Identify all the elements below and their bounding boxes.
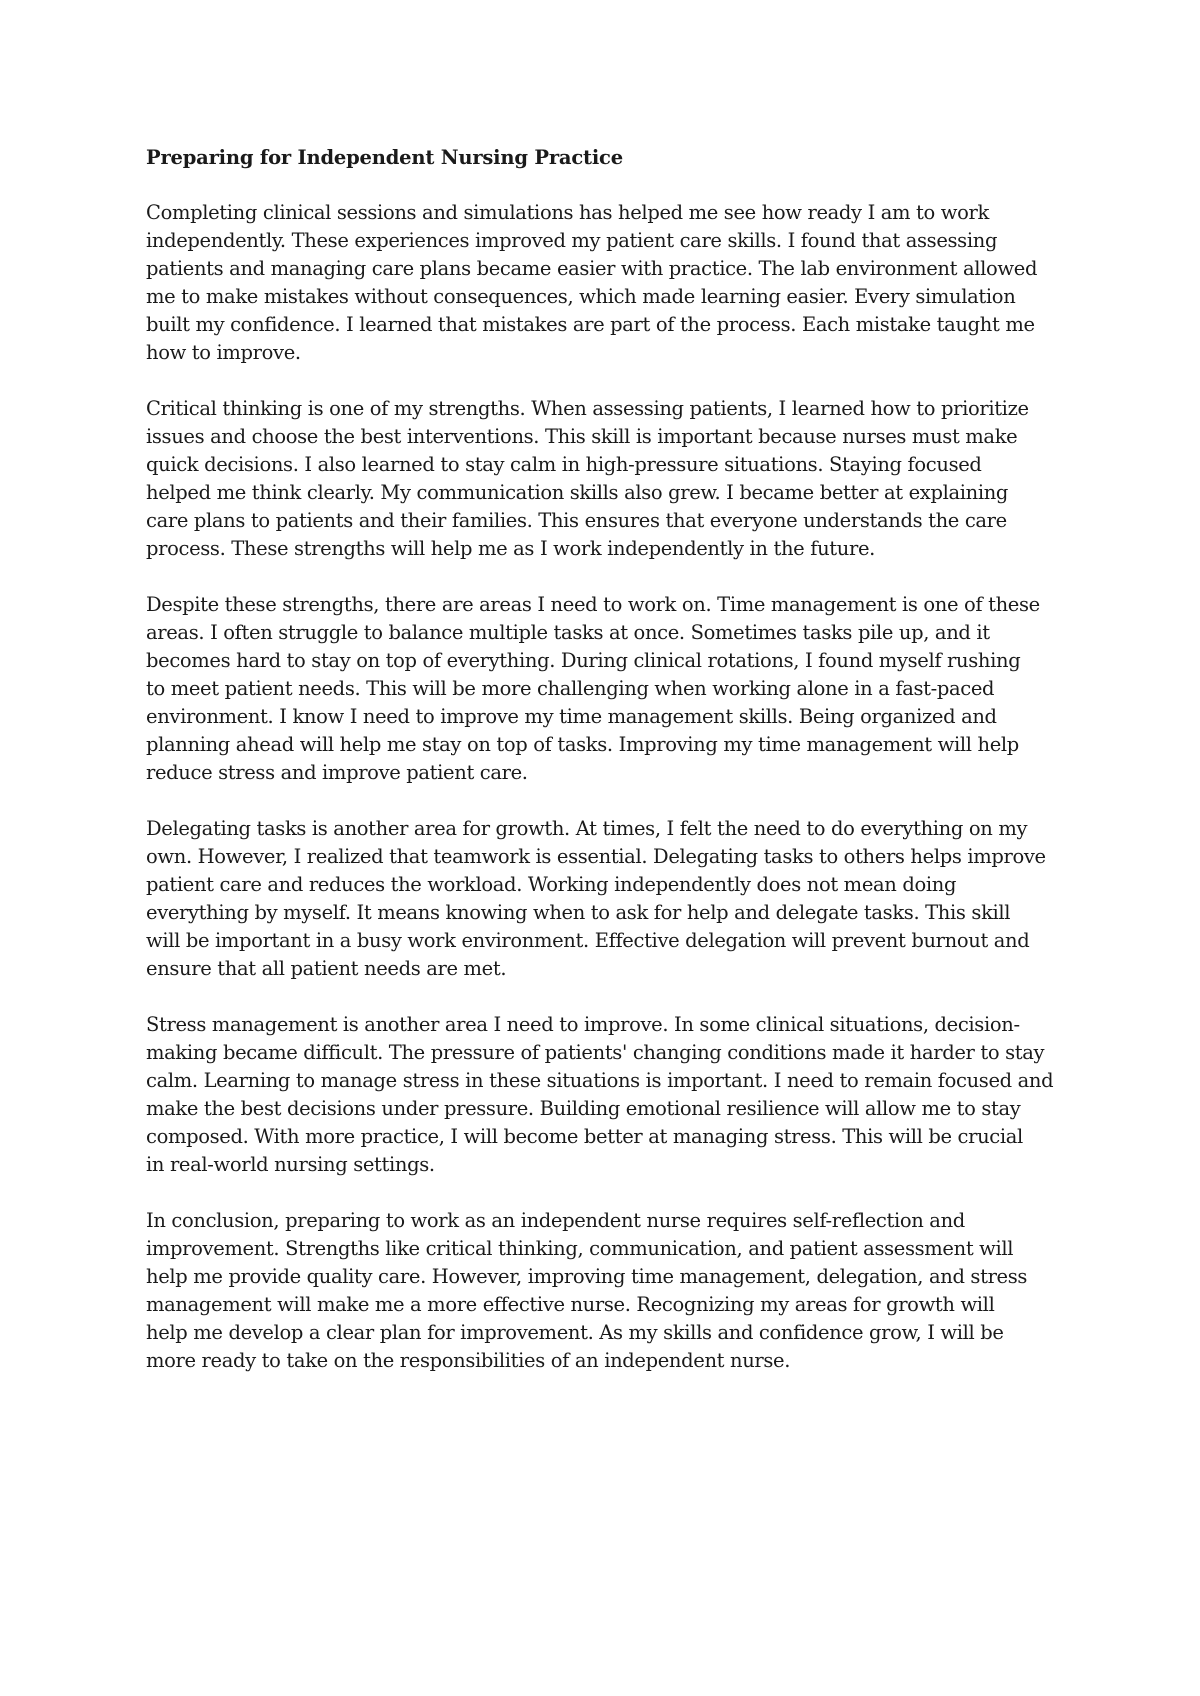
paragraph-line: In conclusion, preparing to work as an independent nurse requires self-reflection and [146,1209,965,1232]
paragraph-line: becomes hard to stay on top of everything. During clinical rotations, I found myself rushing [146,649,1021,672]
paragraph-line: patient care and reduces the workload. Working independently does not mean doing [146,873,957,896]
paragraph-line: reduce stress and improve patient care. [146,761,528,784]
paragraph [146,395,1076,563]
paragraph [146,1011,1076,1179]
paragraph-list [146,199,1076,1375]
paragraph-line: quick decisions. I also learned to stay calm in high-pressure situations. Staying focused [146,453,982,476]
paragraph-line: calm. Learning to manage stress in these situations is important. I need to remain focused and [146,1069,1054,1092]
paragraph-line: environment. I know I need to improve my time management skills. Being organized and [146,705,997,728]
paragraph-line: composed. With more practice, I will become better at managing stress. This will be crucial [146,1125,1023,1148]
paragraph-line: make the best decisions under pressure. Building emotional resilience will allow me to stay [146,1097,1021,1120]
paragraph-line: ensure that all patient needs are met. [146,957,507,980]
paragraph-line: process. These strengths will help me as I work independently in the future. [146,537,875,560]
paragraph-line: making became difficult. The pressure of patients' changing conditions made it harder to stay [146,1041,1045,1064]
paragraph-line: will be important in a busy work environment. Effective delegation will prevent burnout and [146,929,1030,952]
paragraph-line: areas. I often struggle to balance multiple tasks at once. Sometimes tasks pile up, and it [146,621,990,644]
document-body [146,144,1076,1403]
paragraph-line: to meet patient needs. This will be more challenging when working alone in a fast-paced [146,677,995,700]
paragraph-line: Delegating tasks is another area for growth. At times, I felt the need to do everything on my [146,817,1028,840]
paragraph-line: issues and choose the best interventions. This skill is important because nurses must make [146,425,1018,448]
paragraph-line: patients and managing care plans became easier with practice. The lab environment allowed [146,257,1038,280]
paragraph-line: how to improve. [146,341,301,364]
paragraph-line: Despite these strengths, there are areas I need to work on. Time management is one of these [146,593,1040,616]
paragraph-line: everything by myself. It means knowing when to ask for help and delegate tasks. This skill [146,901,1011,924]
paragraph-line: me to make mistakes without consequences, which made learning easier. Every simulation [146,285,1016,308]
paragraph-line: improvement. Strengths like critical thinking, communication, and patient assessment will [146,1237,1014,1260]
paragraph-line: management will make me a more effective nurse. Recognizing my areas for growth will [146,1293,995,1316]
paragraph-line: independently. These experiences improved my patient care skills. I found that assessing [146,229,998,252]
paragraph [146,591,1076,787]
paragraph [146,199,1076,367]
paragraph-line: in real-world nursing settings. [146,1153,435,1176]
paragraph-line: Critical thinking is one of my strengths. When assessing patients, I learned how to prioritize [146,397,1029,420]
paragraph-line: more ready to take on the responsibilities of an independent nurse. [146,1349,791,1372]
paragraph-line: Completing clinical sessions and simulations has helped me see how ready I am to work [146,201,989,224]
paragraph-line: help me develop a clear plan for improvement. As my skills and confidence grow, I will be [146,1321,1004,1344]
document-title: Preparing for Independent Nursing Practice [146,146,623,169]
paragraph-line: help me provide quality care. However, improving time management, delegation, and stress [146,1265,1028,1288]
paragraph-line: planning ahead will help me stay on top of tasks. Improving my time management will help [146,733,1019,756]
paragraph [146,815,1076,983]
paragraph [146,1207,1076,1375]
paragraph-line: helped me think clearly. My communication skills also grew. I became better at explaining [146,481,1009,504]
paragraph-line: care plans to patients and their families. This ensures that everyone understands the care [146,509,1007,532]
paragraph-line: own. However, I realized that teamwork is essential. Delegating tasks to others helps improve [146,845,1046,868]
paragraph-line: built my confidence. I learned that mistakes are part of the process. Each mistake taught me [146,313,1035,336]
paragraph-line: Stress management is another area I need to improve. In some clinical situations, decision- [146,1013,1020,1036]
